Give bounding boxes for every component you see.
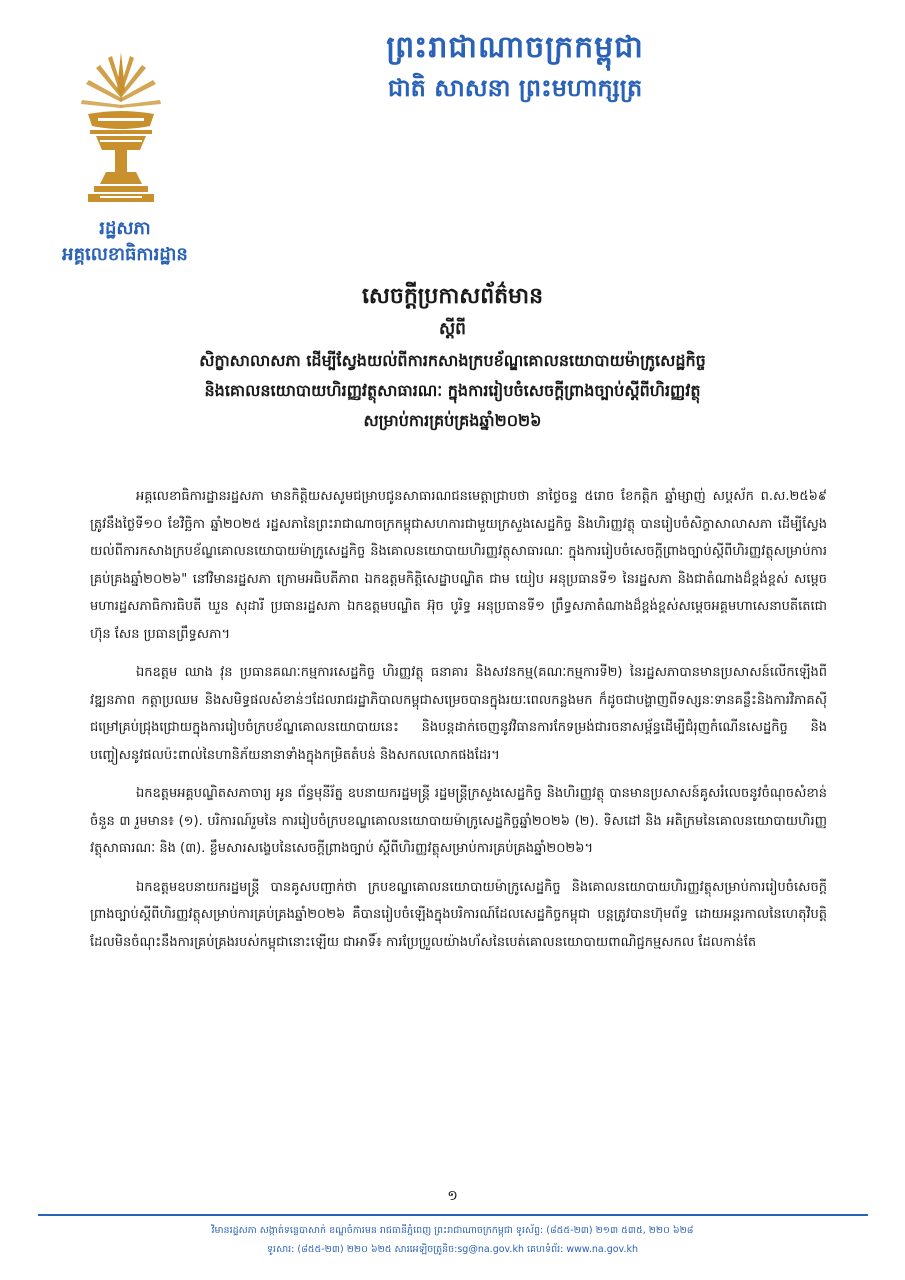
footer-contact: ទូរសារ: (៨៥៥-២៣) ២២០ ៦២៥ សារអេឡិចត្រូនិច:sg@na.gov.kh គេហទំព័រ: www.na.gov.kh bbox=[267, 1244, 638, 1255]
topic-line-2: និងគោលនយោបាយហិរញ្ញវត្ថុសាធារណៈ ក្នុងការរៀបចំសេចក្តីព្រាងច្បាប់ស្តីពីហិរញ្ញវត្ថុ bbox=[204, 381, 701, 400]
kingdom-name: ព្រះរាជាណាចក្រកម្ពុជា bbox=[386, 30, 644, 65]
document-subject-label: ស្តីពី bbox=[439, 319, 466, 339]
organization-line-2: អគ្គលេខាធិការដ្ឋាន bbox=[62, 244, 188, 265]
paragraph-3: ឯកឧត្តមអគ្គបណ្ឌិតសភាចារ្យ អូន ព័ន្ធមុនីរ័ត្ន ឧបនាយករដ្ឋមន្ត្រី រដ្ឋមន្ត្រីក្រសួងសេដ្ឋកិច្ច និងហិរញ្ញវត្ថុ បានមានប្រសាសន៍គូសរំលេចនូវចំណុចសំខាន់ ចំនួន ៣ រួមមាន៖ (១). បរិការណ៍រួមនៃ ការរៀបចំក្របខណ្ឌគោលនយោបាយម៉ាក្រូសេដ្ឋកិច្ចឆ្នាំ២០២៦ (២). ទិសដៅ និង អតិក្រមនៃគោលនយោបាយហិរញ្ញវត្ថុសាធារណៈ និង (៣). ខ្លឹមសារសង្ខេបនៃសេចក្តីព្រាងច្បាប់ ស្តីពីហិរញ្ញវត្ថុសម្រាប់ការគ្រប់គ្រងឆ្នាំ២០២៦។ bbox=[90, 786, 827, 856]
footer bbox=[60, 1221, 845, 1259]
topic-line-3: សម្រាប់ការគ្រប់គ្រងឆ្នាំ២០២៦ bbox=[363, 411, 542, 430]
document-body bbox=[90, 483, 827, 967]
page-number: ១ bbox=[447, 1188, 458, 1204]
document-title: សេចក្តីប្រកាសព័ត៌មាន bbox=[361, 284, 544, 309]
organization-name bbox=[30, 216, 220, 268]
document-topic bbox=[60, 346, 845, 436]
document-title-block bbox=[60, 280, 845, 436]
national-motto: ជាតិ សាសនា ព្រះមហាក្សត្រ bbox=[387, 74, 643, 102]
footer-address: វិមានរដ្ឋសភា សង្កាត់ទន្លេបាសាក់ ខណ្ឌចំការមន រាជធានីភ្នំពេញ ព្រះរាជាណាចក្រកម្ពុជា ទូរស័ព្ទ: (៨៥៥-២៣) ២១៣ ៥៣៥, ២២០ ៦២៨ bbox=[211, 1225, 694, 1236]
organization-line-1: រដ្ឋសភា bbox=[99, 218, 151, 239]
parliament-emblem-icon bbox=[78, 50, 164, 210]
paragraph-2: ឯកឧត្តម ឈាង វុន ប្រធានគណៈកម្មការសេដ្ឋកិច្ច ហិរញ្ញវត្ថុ ធនាគារ និងសវនកម្ម(គណៈកម្មការទី២) នៃរដ្ឋសភាបានមានប្រសាសន៍លើកឡើងពីវឌ្ឍនភាព កត្តាប្រឈម និងសមិទ្ធផលសំខាន់ៗដែលរាជរដ្ឋាភិបាលកម្ពុជាសម្រេចបានក្នុងរយៈពេលកន្លងមក ក៏ដូចជាបង្ហាញពីទស្សនៈទានគន្លឹះនិងការវិភាគស៊ីជម្រៅគ្រប់ជ្រុងជ្រោយក្នុងការរៀបចំក្របខ័ណ្ឌគោលនយោបាយនេះ និងបន្តដាក់ចេញនូវវិធានការកែទម្រង់ជារចនាសម្ព័ន្ធដើម្បីជំរុញកំណើនសេដ្ឋកិច្ច និងបញ្ចៀសនូវផលប៉ះពាល់នៃហានិភ័យនានាទាំងក្នុងកម្រិតតំបន់ និងសកលលោកផងដែរ។ bbox=[90, 665, 827, 763]
paragraph-1: អគ្គលេខាធិការដ្ឋានរដ្ឋសភា មានកិត្តិយសសូមជម្រាបជូនសាធារណជនមេត្តាជ្រាបថា នាថ្ងៃចន្ទ ៥រោច ខែកត្តិក ឆ្នាំម្សាញ់ សប្តស័ក ព.ស.២៥៦៩ ត្រូវនឹងថ្ងៃទី១០ ខែវិច្ឆិកា ឆ្នាំ២០២៥ រដ្ឋសភានៃព្រះរាជាណាចក្រកម្ពុជាសហការជាមួយក្រសួងសេដ្ឋកិច្ច និងហិរញ្ញវត្ថុ បានរៀបចំសិក្ខាសាលាសភា ដើម្បីស្វែងយល់ពីការកសាងក្របខ័ណ្ឌគោលនយោបាយម៉ាក្រូសេដ្ឋកិច្ច និងគោលនយោបាយហិរញ្ញវត្ថុសាធារណៈ ក្នុងការរៀបចំសេចក្តីព្រាងច្បាប់ស្តីពីហិរញ្ញវត្ថុសម្រាប់ការគ្រប់គ្រងឆ្នាំ២០២៦" នៅវិមានរដ្ឋសភា ក្រោមអធិបតីភាព ឯកឧត្តមកិត្តិសេដ្ឋាបណ្ឌិត ជាម យៀប អនុប្រធានទី១ នៃរដ្ឋសភា និងជាតំណាងដ៏ខ្ពង់ខ្ពស់ សម្តេចមហារដ្ឋសភាធិការធិបតី ឃួន សុដារី ប្រធានរដ្ឋសភា ឯកឧត្តមបណ្ឌិត អ៊ុច បូរិទ្ធ អនុប្រធានទី១ ព្រឹទ្ធសភាតំណាងដ៏ខ្ពង់ខ្ពស់សម្តេចអគ្គមហាសេនាបតីតេជោ ហ៊ុន សែន ប្រធានព្រឹទ្ធសភា។ bbox=[90, 489, 827, 642]
paragraph-4: ឯកឧត្តមឧបនាយករដ្ឋមន្ត្រី បានគូសបញ្ជាក់ថា ក្របខណ្ឌគោលនយោបាយម៉ាក្រូសេដ្ឋកិច្ច និងគោលនយោបាយហិរញ្ញវត្ថុសម្រាប់ការរៀបចំសេចក្តីព្រាងច្បាប់ស្តីពីហិរញ្ញវត្ថុសម្រាប់ការគ្រប់គ្រងឆ្នាំ២០២៦ គឺបានរៀបចំឡើងក្នុងបរិការណ៍ដែលសេដ្ឋកិច្ចកម្ពុជា បន្តត្រូវបានហ៊ុមព័ទ្ធ ដោយអន្តរកាលនៃហេតុវិបត្តិ ដែលមិនចំណុះនឹងការគ្រប់គ្រងរបស់កម្ពុជានោះឡើយ ជាអាទិ៍៖ ការប្រែប្រួលយ៉ាងហ័សនៃបេត់គោលនយោបាយពាណិជ្ជកម្មសកល ដែលកាន់តែ bbox=[90, 879, 827, 950]
kingdom-header bbox=[250, 28, 780, 106]
topic-line-1: សិក្ខាសាលាសភា ដើម្បីស្វែងយល់ពីការកសាងក្របខ័ណ្ឌគោលនយោបាយម៉ាក្រូសេដ្ឋកិច្ច bbox=[199, 351, 706, 370]
footer-divider bbox=[38, 1214, 868, 1216]
